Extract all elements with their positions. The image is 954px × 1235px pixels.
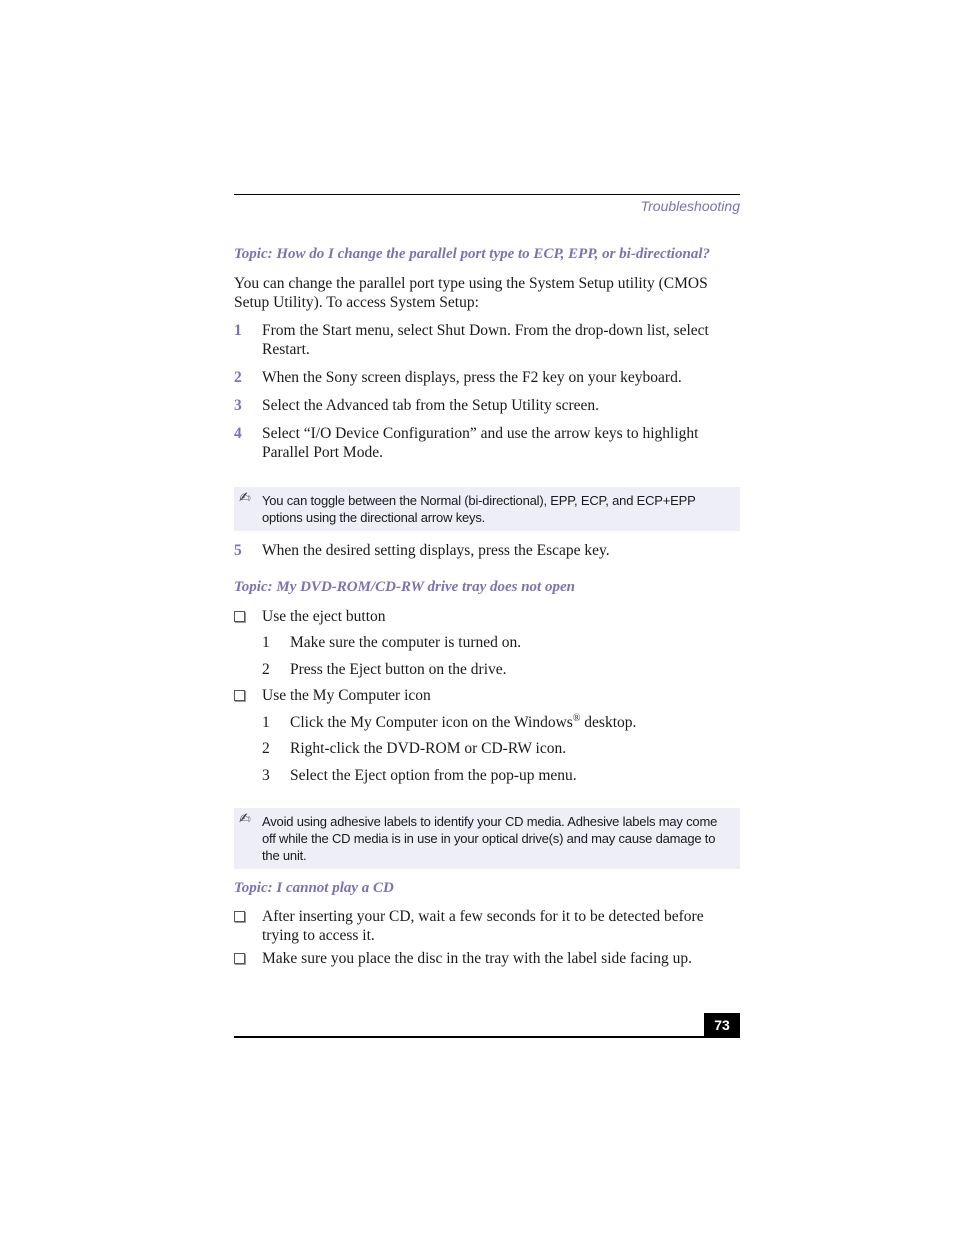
- sub-step-text: Right-click the DVD-ROM or CD-RW icon.: [290, 740, 567, 757]
- sub-step-text: Select the Eject option from the pop-up menu.: [290, 767, 577, 784]
- step-text: From the Start menu, select Shut Down. From the drop-down list, select Restart.: [262, 322, 709, 358]
- bullet-text: After inserting your CD, wait a few seconds for it to be detected before trying to access it.: [262, 908, 704, 944]
- bullet-text: Make sure you place the disc in the tray with the label side facing up.: [262, 950, 692, 967]
- topic-heading-drive-tray: Topic: My DVD-ROM/CD-RW drive tray does not open: [234, 579, 575, 595]
- step-number: 3: [234, 397, 242, 414]
- registered-mark: ®: [572, 712, 581, 724]
- sub-step-number: 2: [262, 740, 270, 757]
- bullet-text: Use the eject button: [262, 608, 386, 625]
- sub-step-text: Make sure the computer is turned on.: [290, 634, 522, 651]
- section-title: Troubleshooting: [640, 198, 740, 214]
- sub-step-text: Press the Eject button on the drive.: [290, 661, 507, 678]
- checkbox-bullet-icon: [234, 611, 245, 622]
- intro-paragraph: You can change the parallel port type using the System Setup utility (CMOS Setup Utility). To access System Setup:: [234, 275, 708, 311]
- topic-heading-parallel-port: Topic: How do I change the parallel port type to ECP, EPP, or bi-directional?: [234, 246, 710, 262]
- header-rule: [234, 194, 740, 195]
- footer-rule: [234, 1036, 740, 1038]
- sub-step-text-before: Click the My Computer icon on the Windows: [290, 714, 573, 731]
- checkbox-bullet-icon: [234, 953, 245, 964]
- step-number: 2: [234, 369, 242, 386]
- sub-step-number: 1: [262, 714, 270, 731]
- pencil-icon: ✍: [239, 811, 251, 827]
- note-box: [234, 487, 740, 531]
- note-text: You can toggle between the Normal (bi-directional), EPP, ECP, and ECP+EPP options using the directional arrow keys.: [262, 493, 696, 525]
- sub-step-text: [290, 713, 730, 732]
- step-number: 1: [234, 322, 242, 339]
- checkbox-bullet-icon: [234, 690, 245, 701]
- note-box: [234, 808, 740, 869]
- bullet-text: Use the My Computer icon: [262, 687, 431, 704]
- sub-step-number: 2: [262, 661, 270, 678]
- step-text: Select “I/O Device Configuration” and use the arrow keys to highlight Parallel Port Mode.: [262, 425, 699, 461]
- step-number: 4: [234, 425, 242, 442]
- note-text: Avoid using adhesive labels to identify your CD media. Adhesive labels may come off while the CD media is in use in your optical drive(s) and may cause damage to the unit.: [262, 814, 718, 863]
- page-number: 73: [704, 1013, 740, 1037]
- checkbox-bullet-icon: [234, 911, 245, 922]
- sub-step-number: 1: [262, 634, 270, 651]
- sub-step-number: 3: [262, 767, 270, 784]
- step-text: Select the Advanced tab from the Setup Utility screen.: [262, 397, 600, 414]
- sub-step-text-after: desktop.: [580, 714, 637, 731]
- step-text: When the Sony screen displays, press the F2 key on your keyboard.: [262, 369, 682, 386]
- step-text: When the desired setting displays, press the Escape key.: [262, 542, 610, 559]
- pencil-icon: ✍: [239, 490, 251, 506]
- step-number: 5: [234, 542, 242, 559]
- topic-heading-cannot-play-cd: Topic: I cannot play a CD: [234, 880, 394, 896]
